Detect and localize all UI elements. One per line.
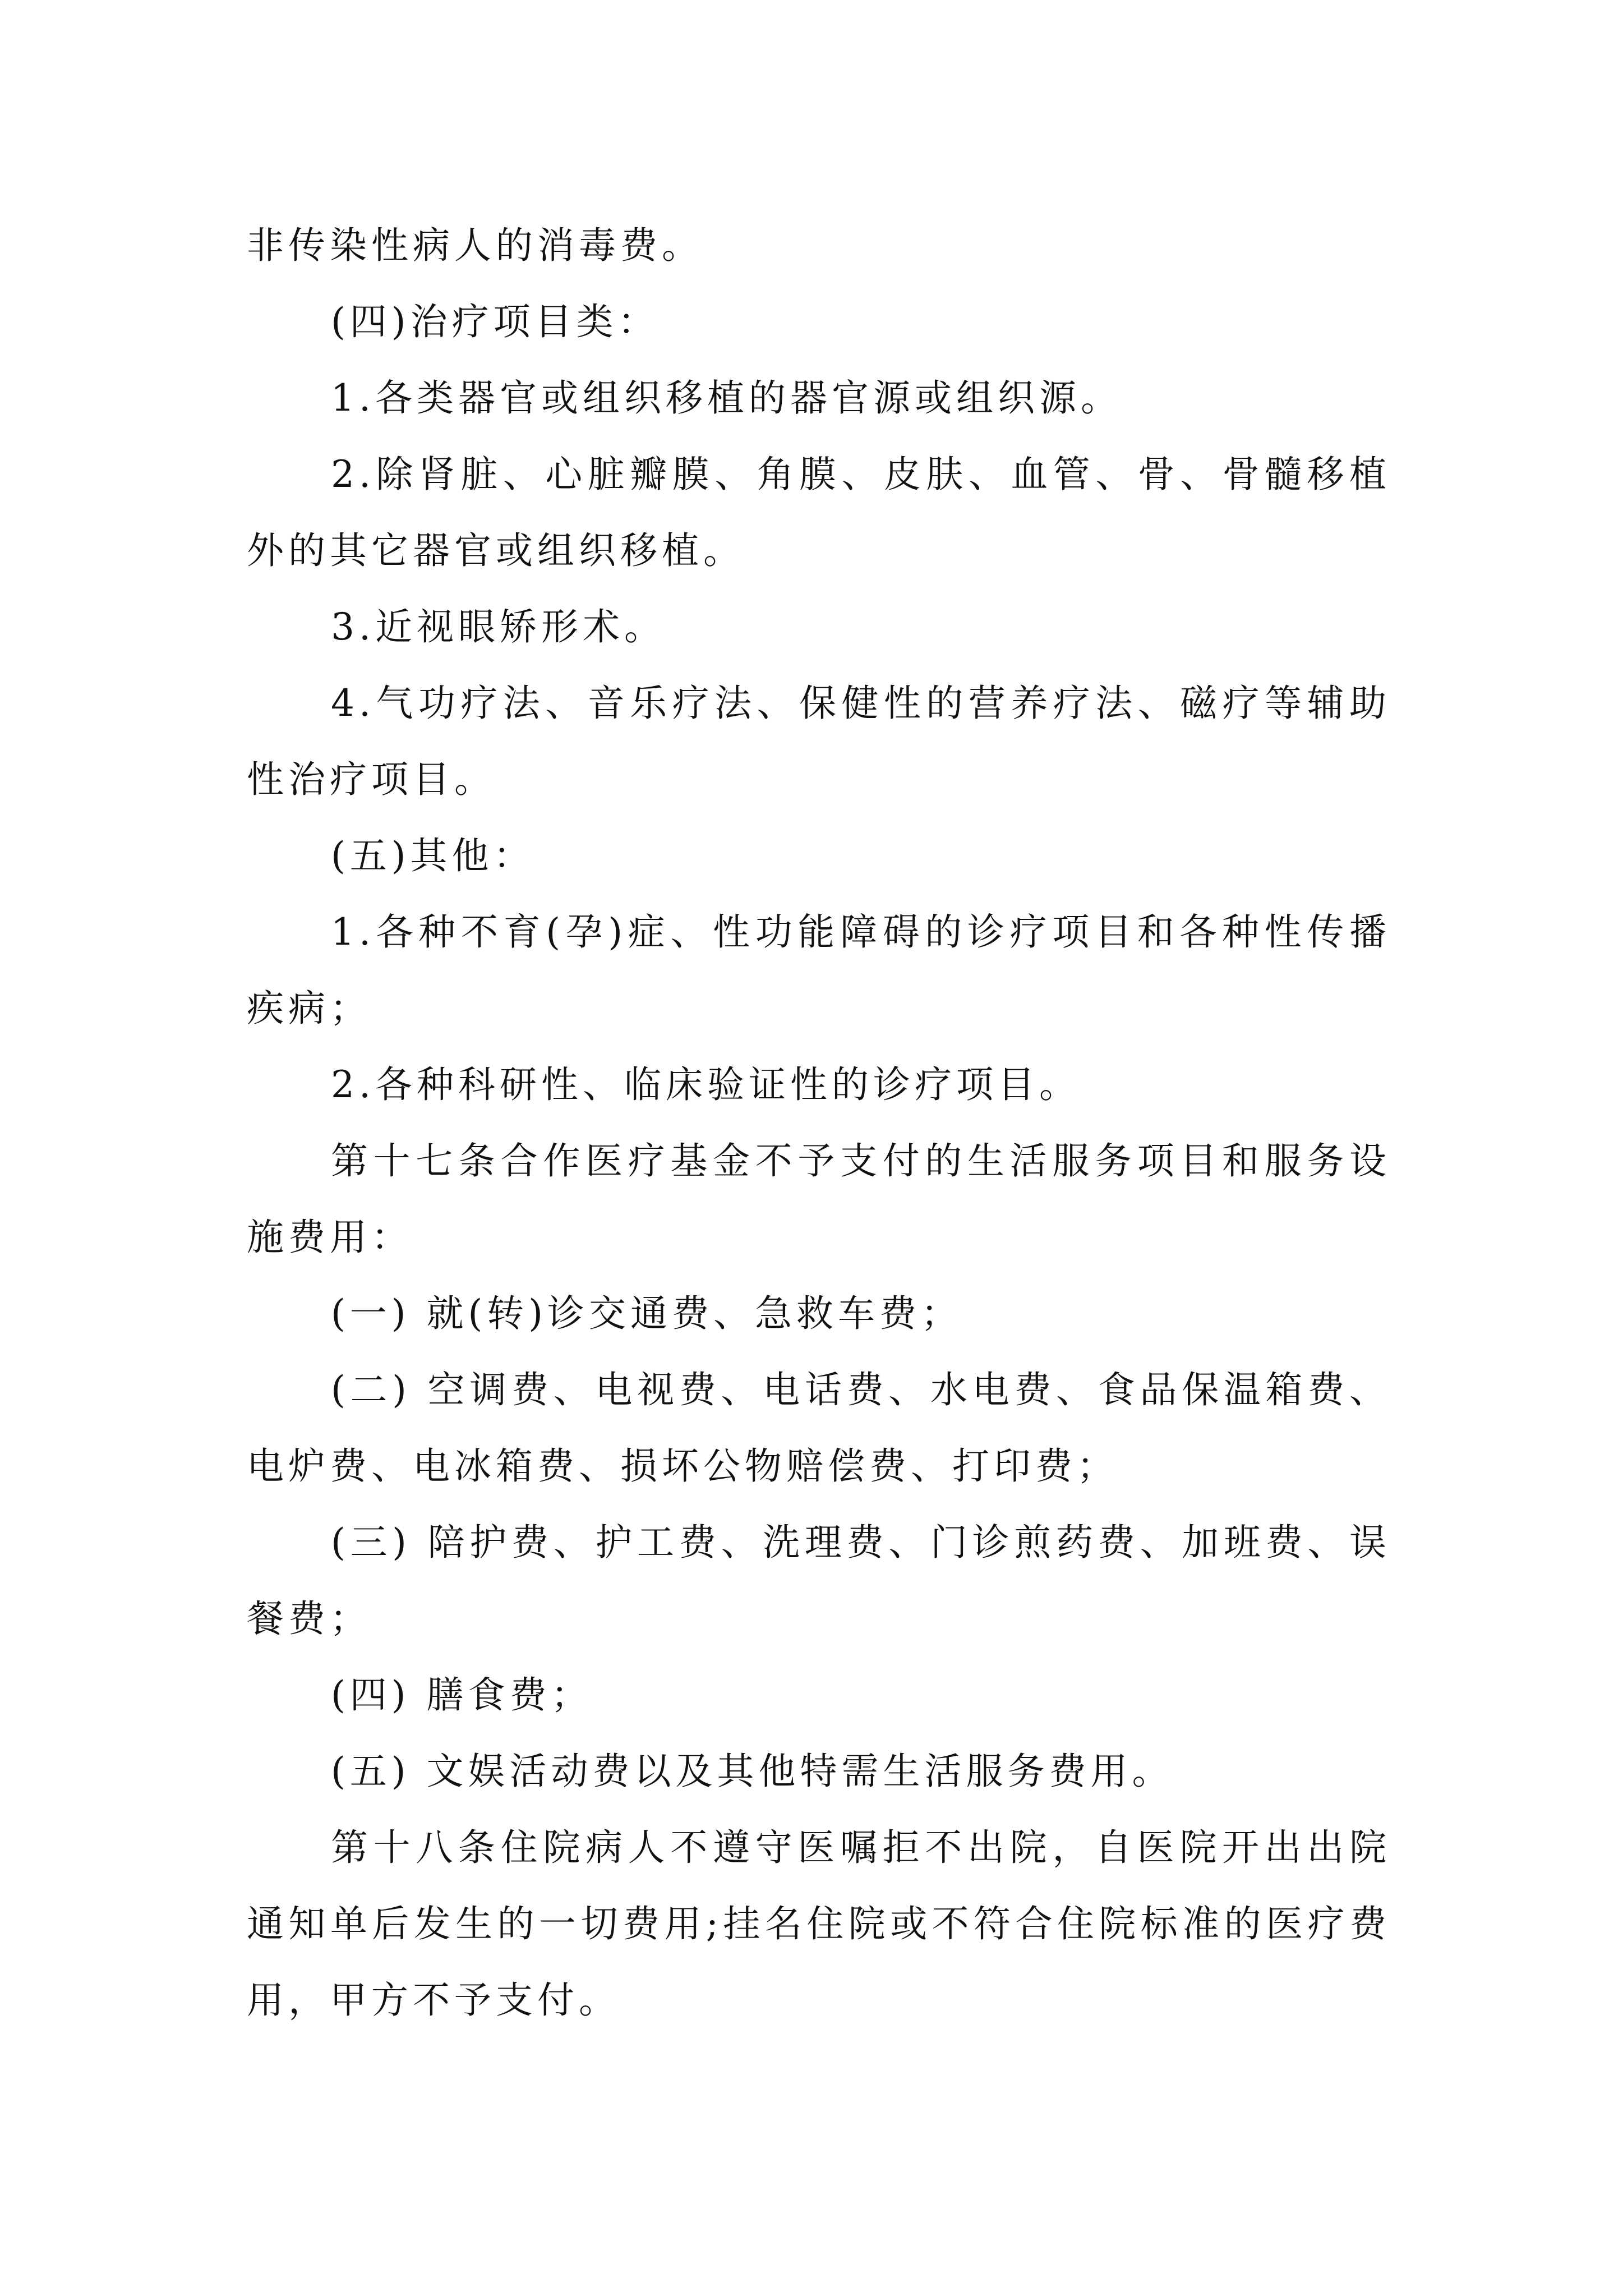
list-item: (四) 膳食费； [331, 1673, 593, 1717]
list-item: (二) 空调费、电视费、电话费、水电费、食品保温箱费、电炉费、电冰箱费、损坏公物赔偿费、打印费； [247, 1368, 1391, 1488]
list-item: 1.各种不育(孕)症、性功能障碍的诊疗项目和各种性传播疾病； [247, 910, 1391, 1030]
section-heading-treatment-items: (四)治疗项目类： [331, 300, 660, 343]
paragraph-continuation: 非传染性病人的消毒费。 [247, 224, 703, 267]
section-heading-other: (五)其他： [331, 834, 535, 877]
list-item: 4.气功疗法、音乐疗法、保健性的营养疗法、磁疗等辅助性治疗项目。 [247, 682, 1391, 801]
list-item: 2.除肾脏、心脏瓣膜、角膜、皮肤、血管、骨、骨髓移植外的其它器官或组织移植。 [247, 453, 1391, 572]
list-item: 2.各种科研性、临床验证性的诊疗项目。 [331, 1063, 1081, 1106]
article-17: 第十七条合作医疗基金不予支付的生活服务项目和服务设施费用： [247, 1139, 1391, 1259]
list-item: (三) 陪护费、护工费、洗理费、门诊煎药费、加班费、误餐费； [247, 1521, 1391, 1640]
list-item: (五) 文娱活动费以及其他特需生活服务费用。 [331, 1750, 1174, 1793]
list-item: 3.近视眼矫形术。 [331, 605, 666, 648]
list-item: 1.各类器官或组织移植的器官源或组织源。 [331, 376, 1122, 420]
document-body [247, 208, 1391, 2039]
list-item: (一) 就(转)诊交通费、急救车费； [331, 1292, 962, 1335]
article-18: 第十八条住院病人不遵守医嘱拒不出院，自医院开出出院通知单后发生的一切费用;挂名住院或不符合住院标准的医疗费用，甲方不予支付。 [247, 1826, 1391, 2022]
